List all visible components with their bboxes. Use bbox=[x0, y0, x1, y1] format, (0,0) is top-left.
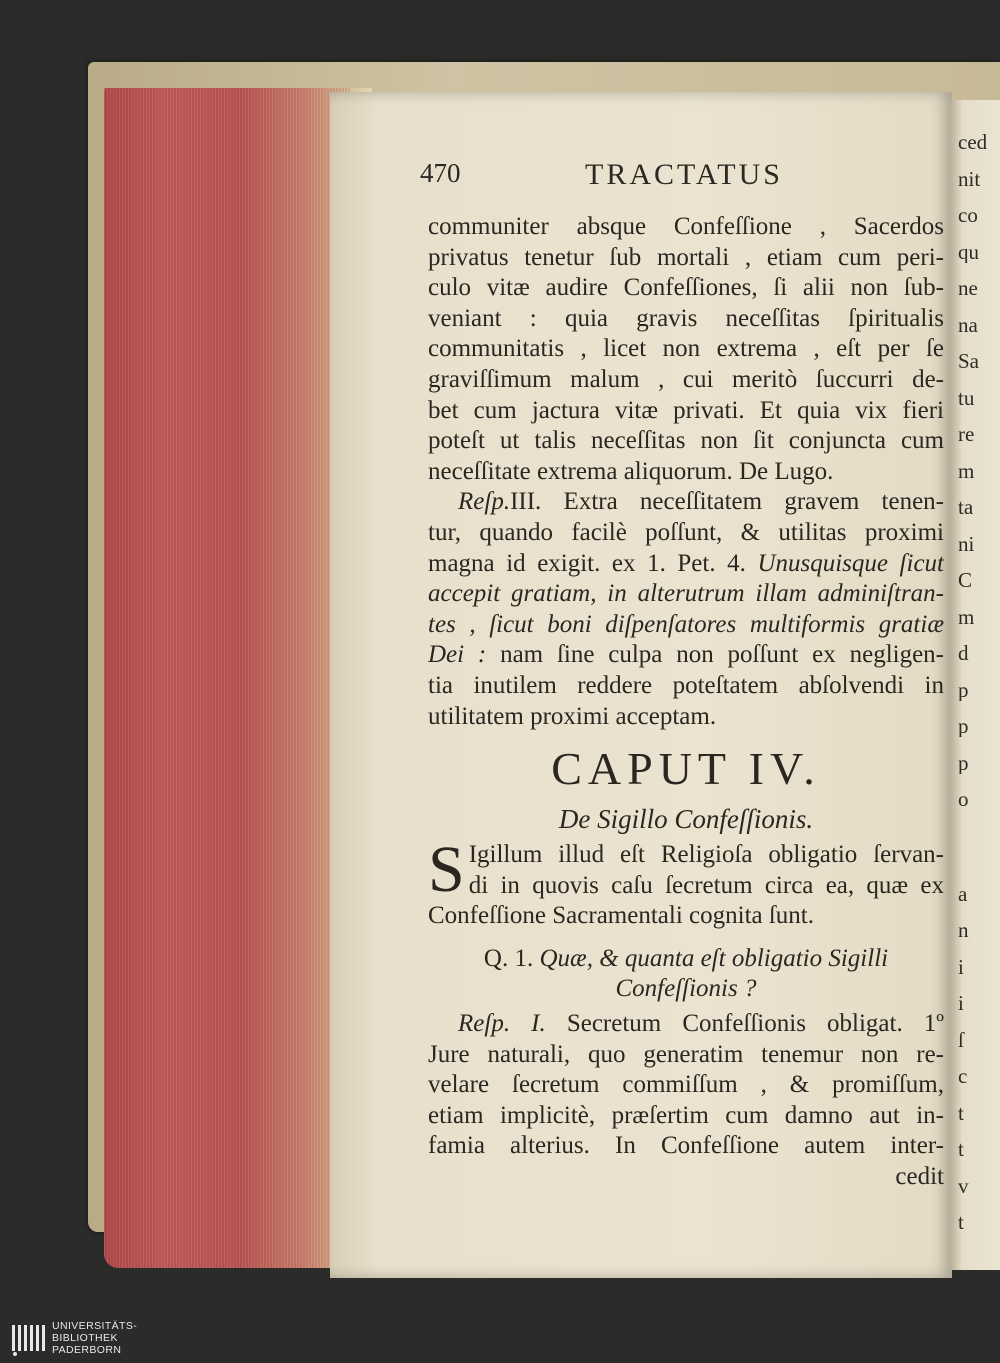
text-line: veniant : quia gravis neceſſitas ſpiritualis bbox=[428, 304, 944, 332]
catchword: cedit bbox=[895, 1163, 944, 1191]
question-text: Quæ, & quanta eſt obligatio Sigilli bbox=[539, 944, 889, 972]
resp3-line: utilitatem proximi acceptam. bbox=[428, 702, 717, 730]
footer-bar bbox=[0, 1313, 1000, 1363]
facing-page-fragment: ta bbox=[958, 497, 974, 518]
facing-page-fragment: co bbox=[958, 205, 978, 226]
definition-paragraph bbox=[428, 833, 944, 932]
text-line: bet cum jactura vitæ privati. Et quia vix fieri bbox=[428, 396, 944, 424]
page-text bbox=[428, 212, 944, 1193]
text-line: communiter absque Confeſſione , Sacerdos bbox=[428, 213, 944, 240]
facing-page-fragment: a bbox=[958, 883, 968, 905]
running-head bbox=[420, 158, 820, 198]
resp-label: Reſp. bbox=[458, 488, 511, 516]
drop-cap: S bbox=[428, 833, 465, 907]
facing-page-fragment: n bbox=[958, 920, 969, 941]
resp3-line bbox=[428, 487, 944, 518]
definition-line: Confeſſione Sacramentali cognita ſunt. bbox=[428, 902, 814, 930]
facing-page-strip bbox=[950, 100, 1000, 1270]
facing-page-fragment: ni bbox=[958, 533, 975, 555]
page-number: 470 bbox=[420, 158, 461, 188]
facing-page-fragment: ne bbox=[958, 278, 978, 299]
facing-page-fragment: ſ bbox=[958, 1029, 964, 1051]
chapter-subtitle: De Sigillo Confeſſionis. bbox=[558, 804, 814, 835]
facing-page-fragment: d bbox=[958, 643, 969, 664]
text-line: communitatis , licet non extrema , eſt per ſe bbox=[428, 335, 944, 363]
resp3-text: nam ſine culpa non poſſunt ex negligen- bbox=[500, 641, 944, 669]
text-line: culo vitæ audire Confeſſiones, ſi alii non ſub- bbox=[428, 274, 944, 302]
resp1-text: Secretum Confeſſionis obligat. 1º bbox=[566, 1010, 944, 1038]
scripture-quote: Unusquisque ſicut bbox=[757, 549, 944, 577]
resp3-line: tia inutilem reddere poteſtatem abſolvendi in bbox=[428, 671, 944, 699]
definition-line: Igillum illud eſt Religioſa obligatio ſervan- bbox=[468, 841, 944, 869]
facing-page-fragment: nit bbox=[958, 168, 981, 190]
text-line: privatus tenetur ſub mortali , etiam cum peri- bbox=[428, 243, 944, 271]
facing-page-fragment: m bbox=[958, 460, 975, 482]
scripture-quote: Dei : bbox=[428, 641, 487, 669]
resp3-text: magna id exigit. ex 1. Pet. 4. bbox=[428, 549, 746, 577]
resp1-line: famia alterius. In Confeſſione autem inter- bbox=[428, 1132, 944, 1160]
facing-page-fragment: t bbox=[958, 1102, 964, 1124]
facing-page-fragment: i bbox=[958, 993, 964, 1014]
running-title: TRACTATUS bbox=[585, 158, 783, 191]
facing-page-fragment: ced bbox=[958, 132, 988, 153]
resp1-paragraph bbox=[428, 1009, 944, 1193]
facing-page-fragment: c bbox=[958, 1066, 968, 1087]
facing-page-fragment: p bbox=[958, 752, 969, 774]
library-name: UNIVERSITÄTS- BIBLIOTHEK PADERBORN bbox=[52, 1320, 138, 1356]
facing-page-fragment: m bbox=[958, 606, 975, 628]
book-page-edges bbox=[104, 88, 350, 1268]
facing-page-fragment: C bbox=[958, 570, 973, 591]
facing-page-fragment: i bbox=[958, 956, 964, 978]
text-line: neceſſitate extrema aliquorum. De Lugo. bbox=[428, 457, 834, 485]
resp1-line: velare ſecretum commiſſum , & promiſſum, bbox=[428, 1071, 944, 1099]
resp3-line bbox=[428, 549, 944, 580]
resp-label: Reſp. I. bbox=[458, 1010, 546, 1038]
facing-page-fragment: qu bbox=[958, 241, 979, 263]
library-logo-icon bbox=[10, 1321, 50, 1357]
facing-page-fragment: t bbox=[958, 1212, 964, 1233]
facing-page-fragment: re bbox=[958, 424, 975, 445]
facing-page-fragment: p bbox=[958, 716, 969, 737]
scripture-quote-line: tes , ſicut boni diſpenſatores multiformis gratiæ bbox=[428, 610, 944, 638]
facing-page-fragment: tu bbox=[958, 387, 975, 409]
text-line: poteſt ut talis neceſſitas non ſit conjuncta cum bbox=[428, 427, 944, 455]
facing-page-fragment: t bbox=[958, 1139, 964, 1160]
definition-line: di in quovis caſu ſecretum circa ea, quæ ex bbox=[468, 871, 944, 899]
facing-page-fragment: Sa bbox=[958, 351, 979, 372]
resp3-line bbox=[428, 640, 944, 671]
resp3-text: III. Extra neceſſitatem gravem tenen- bbox=[510, 488, 944, 516]
chapter-title: CAPUT IV. bbox=[551, 743, 821, 795]
facing-page-fragment: p bbox=[958, 679, 969, 701]
facing-page-fragment: na bbox=[958, 314, 978, 336]
resp3-line: tur, quando facilè poſſunt, & utilitas proximi bbox=[428, 518, 944, 546]
resp1-line: Jure naturali, quo generatim tenemur non re- bbox=[428, 1040, 944, 1068]
facing-page-fragment: o bbox=[958, 789, 969, 810]
question-line: Confeſſionis ? bbox=[615, 975, 757, 1003]
scripture-quote-line: accepit gratiam, in alterutrum illam adminiſtran- bbox=[428, 580, 944, 608]
text-line: graviſſimum malum , cui meritò ſuccurri de- bbox=[428, 365, 944, 393]
question-heading bbox=[428, 944, 944, 1005]
question-line bbox=[428, 944, 944, 975]
question-label: Q. 1. bbox=[483, 944, 534, 972]
resp1-line: etiam implicitè, præſertim cum damno aut in- bbox=[428, 1101, 944, 1129]
facing-page-fragment: v bbox=[958, 1175, 969, 1197]
resp1-line bbox=[428, 1009, 944, 1040]
